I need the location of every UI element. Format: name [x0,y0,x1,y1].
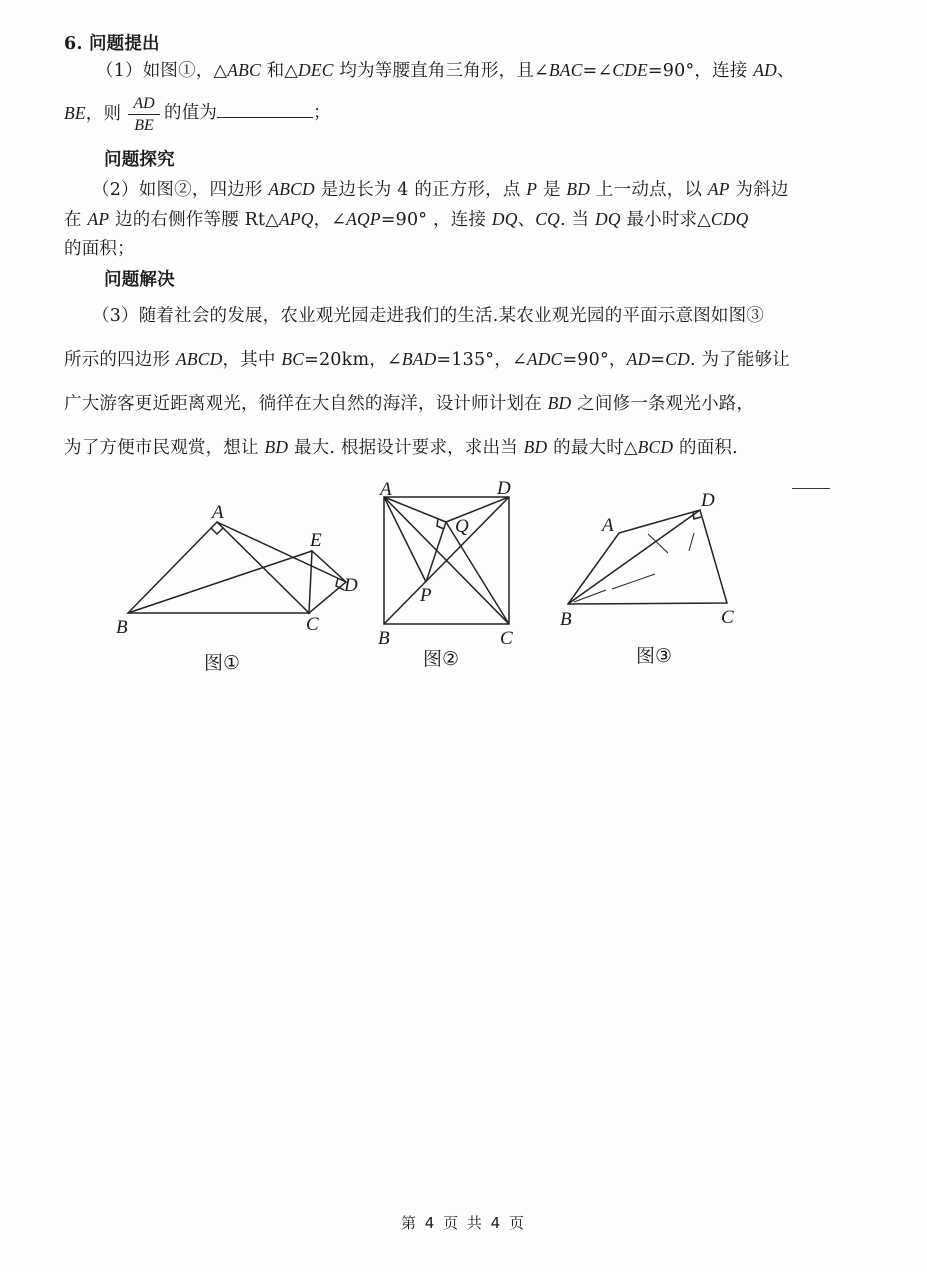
segment-be [128,551,312,613]
fig3-label-a: A [602,515,614,536]
solve-heading: 问题解决 [104,270,175,290]
part3-line3: 广大游客更近距离观光，徜徉在大自然的海洋，设计师计划在 BD 之间修一条观光小路， [64,393,755,414]
triangle-abc [128,522,309,613]
fig3-label-b: B [560,609,572,630]
part2-line1: （2）如图②，四边形 ABCD 是边长为 4 的正方形，点 P 是 BD 上一动点，以 AP 为斜边 [92,179,789,200]
fig1-label-a: A [212,502,224,523]
part2-line2: 在 AP 边的右侧作等腰 Rt△APQ，∠AQP=90° ，连接 DQ、CQ. 当 DQ 最小时求△CDQ [64,209,749,230]
pencil-mark-2 [648,534,668,553]
fig2-label-d: D [497,478,511,499]
segment-ap [384,497,426,582]
fig3-label-c: C [721,607,734,628]
segment-bd [568,510,700,604]
page-footer: 第 4 页 共 4 页 [401,1214,526,1232]
quadrilateral-abcd [568,510,727,604]
segment-cq [446,522,509,624]
fig3-label-d: D [701,490,715,511]
fraction-denominator: BE [134,117,154,134]
fig2-label-c: C [500,628,513,649]
part3-line2: 所示的四边形 ABCD，其中 BC=20km，∠BAD=135°，∠ADC=90°，AD=CD. 为了能够让 [64,349,790,370]
segment-ad [217,522,346,582]
part3-line1: （3）随着社会的发展，农业观光园走进我们的生活.某农业观光园的平面示意图如图③ [92,306,764,326]
explore-heading: 问题探究 [104,150,175,170]
heading-text: 6. 问题提出 [64,34,160,54]
fig2-caption: 图② [423,648,460,670]
fig1-label-c: C [306,614,319,635]
pencil-mark-1 [612,574,655,589]
fig2-label-b: B [378,628,390,649]
fig2-label-q: Q [455,516,469,537]
fig1-label-d: D [344,575,358,596]
triangle-dec [309,551,346,613]
pencil-mark-3 [689,533,694,551]
part1-line2-rest: 的值为 ； [164,103,331,123]
right-angle-mark-a [211,528,223,534]
fig2-label-p: P [420,585,432,606]
fig3-caption: 图③ [636,645,673,667]
fig2-label-a: A [380,479,392,500]
part2-line3: 的面积； [64,239,135,259]
fig1-label-e: E [310,530,322,551]
part3-line4: 为了方便市民观赏，想让 BD 最大. 根据设计要求，求出当 BD 的最大时△BCD 的面积. [64,437,738,458]
fig1-label-b: B [116,617,128,638]
fraction-numerator: AD [128,94,160,115]
part1-line2: BE，则 [64,103,122,124]
segment-aq [384,497,446,522]
segment-pq [426,522,446,582]
stray-pen-mark [792,488,830,489]
fig1-caption: 图① [204,652,241,674]
part1-line1: （1）如图①，△ABC 和△DEC 均为等腰直角三角形，且∠BAC=∠CDE=90°，连接 AD、 [96,60,795,81]
